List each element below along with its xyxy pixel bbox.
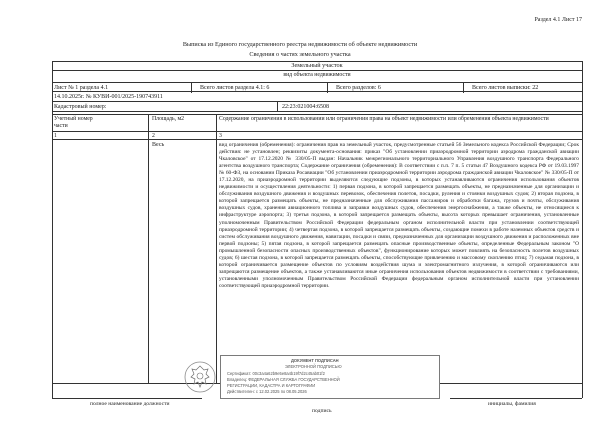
- date-and-number: 14.10.2025г. № КУВИ-001/2025-190743911: [54, 94, 163, 100]
- position-caption: полное наименование должности: [90, 401, 170, 407]
- restriction-content-cell: вид ограничения (обременения): ограничения прав на земельный участок, предусмотренные статьей 56 Земельного кодекса Российской Федерации; Срок действия: не установлен; реквизиты документа-основания: приказ "Об установлении приаэродромной территории аэродрома гражданской авиации Чкаловское" от 17.12.2020 № 330/05-П выдан: Начальник межрегионального территориального Управления воздушного транспорта Федерального агентства воздушного транспорта; Содержание ограничения (обременения): В соответствии с п.п. 7 п. 5 статьи 47 Воздушного кодекса РФ от 19.03.1997 № 60-ФЗ, на основании Приказа Росавиации "Об установлении приаэродромной территории аэродрома гражданской авиации Чкаловское" № 330/05-П от 17.12.2020, на приаэродромной территории выделяются следующие подзоны, в которых устанавливаются ограничения использования объектов недвижимости и осуществления деятельности: 1) первая подзона, в которой запрещается размещать объекты, не предназначенные для организации и обслуживания воздушного движения и воздушных перевозок, обеспечения полетов, посадки, руления и стоянки воздушных судов; 2) вторая подзона, в которой запрещается размещать объекты, не предназначенные для обслуживания пассажиров и обработки багажа, грузов и почты, обслуживания воздушных судов, хранения авиационного топлива и заправки воздушных судов, обеспечения энергоснабжения, а также объекты, не относящиеся к инфраструктуре аэропорта; 3) третья подзона, в которой запрещается размещать объекты, высота которых превышает ограничения, установленные уполномоченным Правительством Российской Федерации федеральным органом исполнительной власти при установлении соответствующей приаэродромной территории; 4) четвертая подзона, в которой запрещается размещать объекты, создающие помехи в работе наземных объектов средств и систем обслуживания воздушного движения, навигации, посадки и связи, предназначенных для организации воздушного движения и расположенных вне первой подзоны; 5) пятая подзона, в которой запрещается размещать опасные производственные объекты, определенные Федеральным законом "О промышленной безопасности опасных производственных объектов", функционирование которых может повлиять на безопасность полетов воздушных судов; 6) шестая подзона, в которой запрещается размещать объекты, способствующие привлечению и массовому скоплению птиц; 7) седьмая подзона, в которой ограничивается размещение объектов по условиям воздействия шума и электромагнитного излучения, в которой ограничиваются или запрещаются размещение объектов, а также устанавливаются иные ограничения использования объектов недвижимости в соответствии с требованиями, установленными уполномоченным Правительством Российской Федерации федеральным органом исполнительной власти при установлении соответствующей приаэродромной территории.: [219, 142, 579, 289]
- area-cell: Весь: [152, 142, 165, 148]
- frame-left-border: [52, 61, 53, 398]
- electronic-signature-stamp: [220, 355, 440, 399]
- total-sheets-section: Всего листов раздела 4.1: 6: [200, 85, 270, 91]
- cadastral-number: 22:23:021004:6508: [282, 104, 330, 110]
- frame-right-border: [582, 61, 583, 398]
- column-number: 3: [219, 133, 222, 139]
- column-number: 1: [54, 133, 57, 139]
- stamp-line: ЭЛЕКТРОННОЙ ПОДПИСЬЮ: [285, 364, 342, 369]
- object-kind-caption: вид объекта недвижимости: [283, 72, 351, 78]
- column-numbers-row: [52, 132, 582, 140]
- header-content: Содержание ограничения в использовании или ограничения права на объект недвижимости или обременения объекта недвижимости: [219, 116, 549, 122]
- state-emblem-icon: [183, 360, 217, 394]
- header-part-number: Учетный номер части: [54, 116, 93, 129]
- document-subtitle: Сведения о частях земельного участка: [249, 51, 351, 58]
- object-kind: Земельный участок: [52, 61, 582, 71]
- sheet-info-row: [52, 82, 582, 92]
- cadastral-label: Кадастровый номер:: [54, 104, 107, 110]
- name-line: [450, 398, 582, 399]
- table-row: [52, 140, 582, 384]
- header-area: Площадь, м2: [152, 116, 185, 122]
- stamp-line: Сертификат: 00c3a4a62b9e5e8a4b19f7d2c45ab01f2: [227, 371, 325, 376]
- stamp-line: Владелец: ФЕДЕРАЛЬНАЯ СЛУЖБА ГОСУДАРСТВЕННОЙ: [227, 377, 340, 382]
- signature-caption: подпись: [312, 408, 332, 414]
- total-sections: Всего разделов: 6: [336, 85, 381, 91]
- document-title: Выписка из Единого государственного реестра недвижимости об объекте недвижимости: [182, 41, 418, 48]
- sheet-number: Лист № 1 раздела 4.1: [54, 85, 109, 91]
- stamp-line: РЕГИСТРАЦИИ, КАДАСТРА И КАРТОГРАФИИ: [227, 383, 316, 388]
- column-number: 2: [152, 133, 155, 139]
- stamp-line: ДОКУМЕНТ ПОДПИСАН: [291, 358, 339, 363]
- table-header: [52, 114, 582, 132]
- divider: [277, 102, 278, 112]
- column-divider: [148, 114, 149, 384]
- section-number: Раздел 4.1 Лист 17: [534, 17, 582, 23]
- cadastral-row: [52, 102, 582, 112]
- frame-top-border: [52, 61, 582, 62]
- name-caption: инициалы, фамилия: [488, 401, 536, 407]
- column-divider: [216, 114, 217, 384]
- date-number-row: [52, 92, 582, 102]
- position-line: [52, 398, 202, 399]
- total-sheets-extract: Всего листов выписки: 22: [472, 85, 539, 91]
- stamp-line: Действителен: с 12.02.2025 по 08.05.2026: [227, 389, 307, 394]
